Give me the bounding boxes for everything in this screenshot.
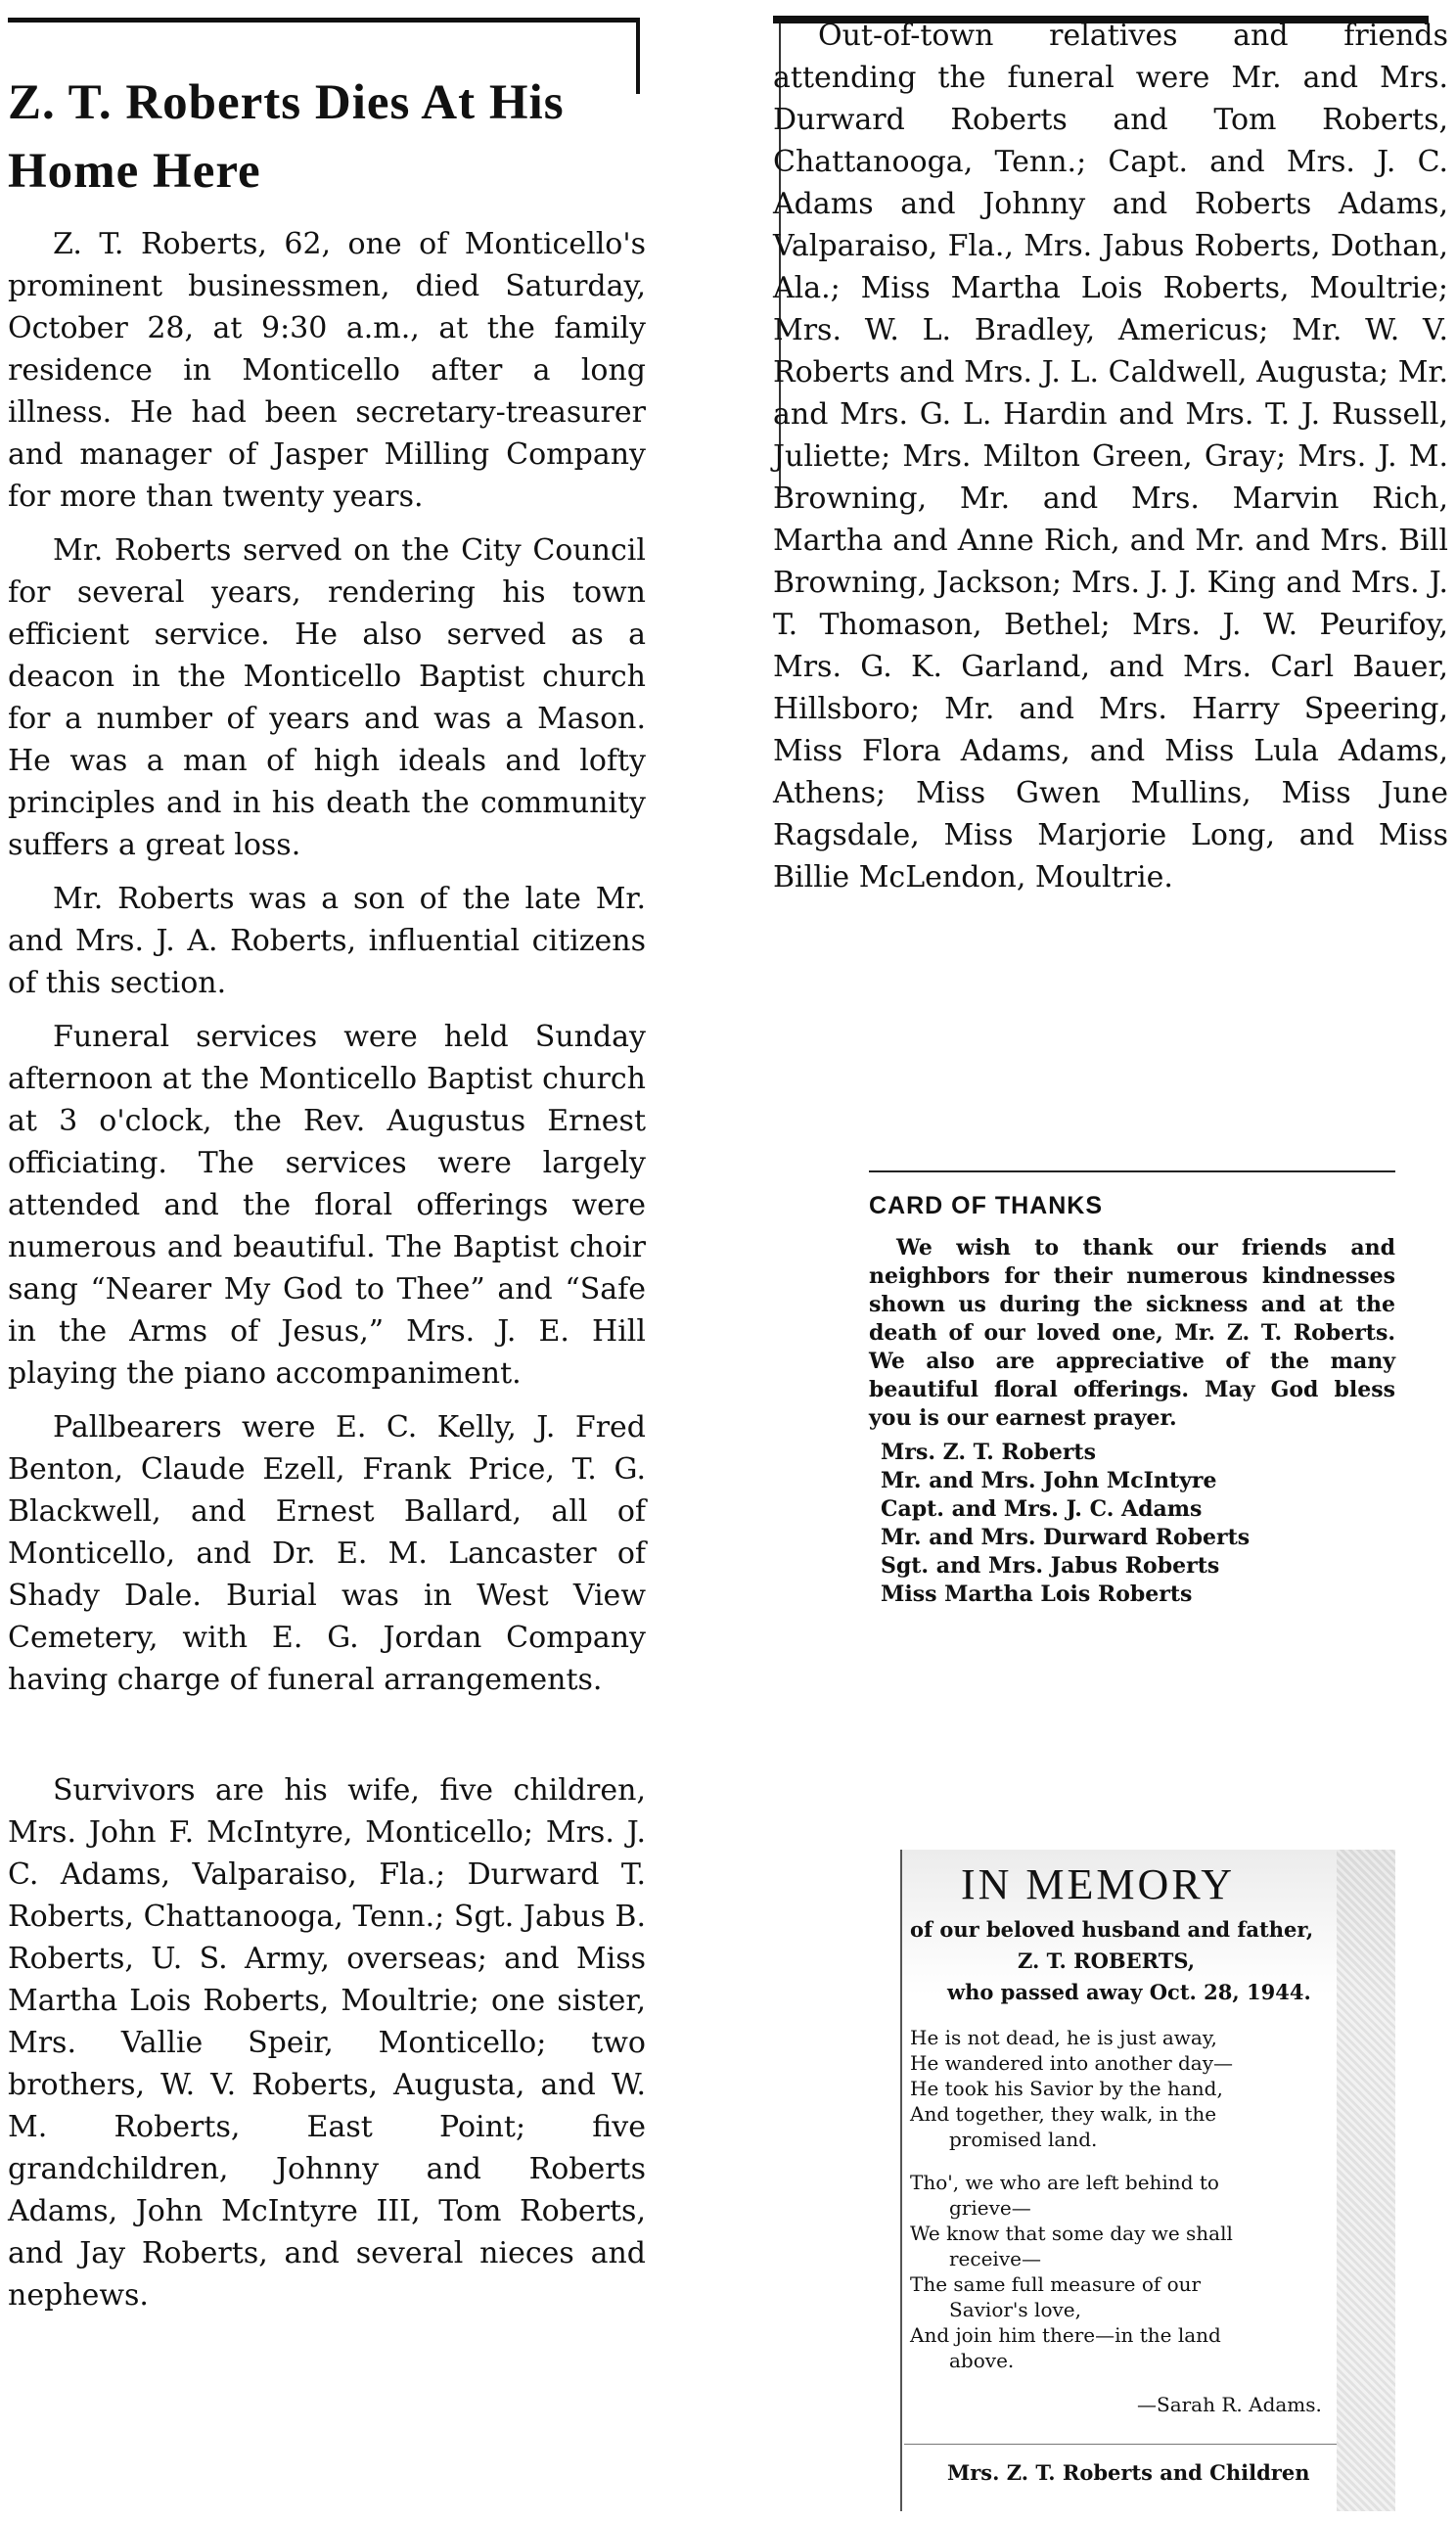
worn-edge-shading [1337,1850,1395,2511]
paragraph: Mr. Roberts served on the City Council for several years, rendering his town efficient service. He also served as a deacon in the Monticello Baptist church for a number of years and was a Mason. He was a man of high ideals and lofty principles and in his death the community suffers a great loss. [8,533,646,862]
poem-line: He wandered into another day— [910,2051,1234,2075]
headline: Z. T. Roberts Dies At His Home Here [8,75,565,199]
memory-title: IN MEMORY [961,1860,1236,1908]
card-text: We wish to thank our friends and neighbors for their numerous kindnesses shown us during the sickness and at the death of our loved one, Mr. Z. T. Roberts. We also are appreciative of the many beautiful floral offerings. May God bless you is our earnest prayer. [869,1235,1395,1431]
poem-author: —Sarah R. Adams. [1137,2393,1322,2416]
card-title: CARD OF THANKS [869,1192,1103,1219]
poem-line: He took his Savior by the hand, [910,2077,1223,2100]
divider [904,2444,1337,2445]
poem-line: The same full measure of our [910,2272,1202,2296]
poem-line: grieve— [949,2196,1031,2220]
paragraph: Z. T. Roberts, 62, one of Monticello's prominent businessmen, died Saturday, October 28, at 9:30 a.m., at the family residence in Monticello after a long illness. He had been secretary-treasurer and manager of Jasper Milling Company for more than twenty years. [8,227,646,514]
card-signer: Capt. and Mrs. J. C. Adams [881,1496,1203,1522]
survivors-paragraph: Survivors are his wife, five children, Mrs. John F. McIntyre, Monticello; Mrs. J. C. Adams, Valparaiso, Fla.; Durward T. Roberts, Chattanooga, Tenn.; Sgt. Jabus B. Roberts, U. S. Army, overseas; and Miss Martha Lois Roberts, Moultrie; one sister, Mrs. Vallie Speir, Monticello; two brothers, W. V. Roberts, Augusta, and W. M. Roberts, East Point; five grandchildren, Johnny and Roberts Adams, John McIntyre III, Tom Roberts, and Jay Roberts, and several nieces and nephews. [8,1773,646,2313]
card-signer: Mrs. Z. T. Roberts [881,1440,1096,1465]
poem-line: above. [949,2349,1015,2372]
poem-line: We know that some day we shall [910,2222,1233,2245]
memory-from: Mrs. Z. T. Roberts and Children [947,2460,1310,2485]
card-signer: Mr. and Mrs. John McIntyre [881,1468,1217,1493]
poem-line: Tho', we who are left behind to [910,2171,1219,2194]
card-signer: Mr. and Mrs. Durward Roberts [881,1525,1251,1550]
paragraph: Mr. Roberts was a son of the late Mr. and Mrs. J. A. Roberts, influential citizens of this section. [8,882,646,1000]
memory-line: who passed away Oct. 28, 1944. [947,1980,1311,2004]
poem-line: receive— [949,2247,1041,2270]
poem-stanza [908,2025,1395,2152]
poem-stanza [908,2170,1395,2373]
top-rule-left [8,18,639,23]
memory-name: Z. T. ROBERTS, [1018,1948,1196,1973]
poem-line: promised land. [949,2128,1098,2151]
relatives-column [773,15,1448,910]
paragraph: Pallbearers were E. C. Kelly, J. Fred Benton, Claude Ezell, Frank Price, T. G. Blackwell, and Ernest Ballard, all of Monticello, and Dr. E. M. Lancaster of Shady Dale. Burial was in West View Cemetery, with E. G. Jordan Company having charge of funeral arrangements. [8,1410,646,1697]
memory-line: of our beloved husband and father, [910,1917,1314,1942]
relatives-paragraph: Out-of-town relatives and friends attending the funeral were Mr. and Mrs. Durward Roberts and Tom Roberts, Chattanooga, Tenn.; Capt. and Mrs. J. C. Adams and Johnny and Roberts Adams, Valparaiso, Fla., Mrs. Jabus Roberts, Dothan, Ala.; Miss Martha Lois Roberts, Moultrie; Mrs. W. L. Bradley, Americus; Mr. W. V. Roberts and Mrs. J. L. Caldwell, Augusta; Mr. and Mrs. G. L. Hardin and Mrs. T. J. Russell, Juliette; Mrs. Milton Green, Gray; Mrs. J. M. Browning, Mr. and Mrs. Marvin Rich, Martha and Anne Rich, and Mr. and Mrs. Bill Browning, Jackson; Mrs. J. J. King and Mrs. J. T. Thomason, Bethel; Mrs. J. W. Peurifoy, Mrs. G. K. Garland, and Mrs. Carl Bauer, Hillsboro; Mr. and Mrs. Harry Speering, Miss Flora Adams, and Miss Lula Adams, Athens; Miss Gwen Mullins, Miss June Ragsdale, Miss Marjorie Long, and Miss Billie McLendon, Moultrie. [773,19,1448,894]
poem-line: He is not dead, he is just away, [910,2026,1217,2049]
poem-line: And join him there—in the land [910,2323,1221,2347]
in-memory-notice [900,1850,1395,2511]
card-signer: Miss Martha Lois Roberts [881,1581,1193,1607]
card-of-thanks [869,1170,1395,1609]
obituary-article [8,29,646,2328]
card-signer: Sgt. and Mrs. Jabus Roberts [881,1553,1220,1579]
poem-line: And together, they walk, in the [910,2102,1217,2126]
poem-line: Savior's love, [949,2298,1081,2321]
paragraph: Funeral services were held Sunday afternoon at the Monticello Baptist church at 3 o'clock, the Rev. Augustus Ernest officiating. The services were largely attended and the floral offerings were numerous and beautiful. The Baptist choir sang “Nearer My God to Thee” and “Safe in the Arms of Jesus,” Mrs. J. E. Hill playing the piano accompaniment. [8,1020,646,1391]
spacer [8,1713,646,1769]
